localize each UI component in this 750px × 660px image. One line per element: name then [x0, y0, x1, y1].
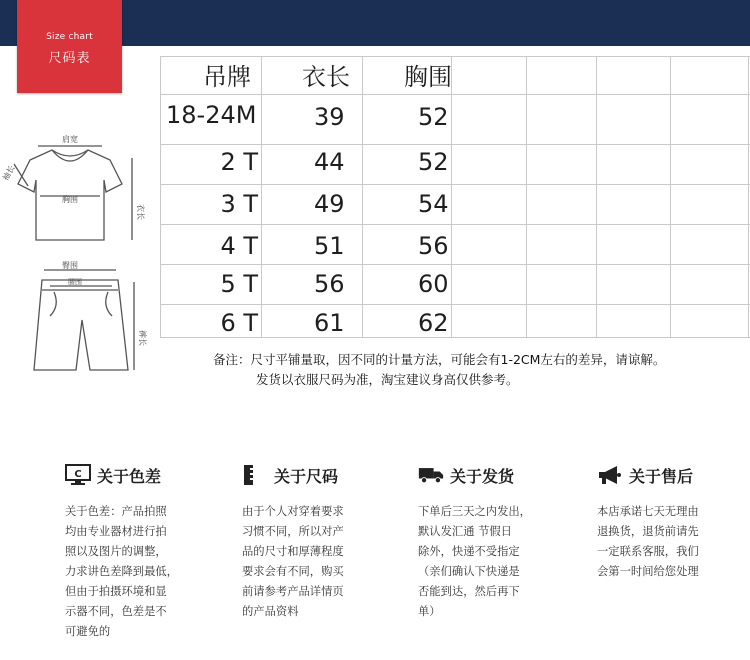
info-shipping — [418, 462, 568, 622]
monitor-c-icon — [65, 464, 91, 486]
note-line-2: 发货以衣服尺码为准，淘宝建议身高仅供参考。 — [256, 372, 519, 387]
info-body: 由于个人对穿着要求 习惯不同，所以对产 品的尺寸和厚薄程度 要求会有不同，购买 前请参考产品详情页 的产品资料 — [242, 505, 344, 618]
row-4-length: 51 — [314, 232, 345, 260]
row-6-chest: 62 — [418, 309, 449, 337]
row-4-chest: 56 — [418, 232, 449, 260]
label-shoulder: 肩宽 — [62, 135, 78, 144]
label-waist: 腰围 — [68, 278, 82, 286]
row-6-length: 61 — [314, 309, 345, 337]
row-5-size: 5 T — [220, 270, 258, 298]
info-size — [242, 462, 392, 622]
header-chest: 胸围 — [404, 63, 452, 91]
row-2-length: 44 — [314, 148, 345, 176]
truck-icon — [418, 464, 444, 486]
size-chart-badge — [17, 0, 122, 93]
info-body: 关于色差：产品拍照 均由专业器材进行拍 照以及图片的调整， 力求讲色差降到最低， 但由于拍摄环境和显 示器不同，色差是不 可避免的 — [65, 505, 178, 638]
row-6-size: 6 T — [220, 309, 258, 337]
info-title: 关于售后 — [629, 466, 694, 486]
row-3-chest: 54 — [418, 190, 449, 218]
badge-title: 尺码表 — [48, 51, 91, 66]
label-length: 衣长 — [136, 204, 145, 220]
info-body: 本店承诺七天无理由 退换货，退货前请先 一定联系客服，我们 会第一时间给您处理 — [597, 505, 699, 578]
label-chest: 胸围 — [62, 195, 78, 204]
info-title: 关于色差 — [97, 466, 162, 486]
header-length: 衣长 — [302, 63, 350, 91]
row-4-size: 4 T — [220, 232, 258, 260]
label-sleeve: 袖长 — [0, 163, 17, 183]
label-pants-length: 裤长 — [138, 330, 147, 346]
row-3-size: 3 T — [220, 190, 258, 218]
info-color-difference — [65, 462, 215, 642]
measurement-diagram — [0, 120, 160, 380]
megaphone-icon — [597, 464, 623, 486]
row-2-size: 2 T — [220, 148, 258, 176]
ruler-icon — [242, 464, 268, 486]
badge-subtitle: Size chart — [46, 32, 93, 42]
row-3-length: 49 — [314, 190, 345, 218]
svg-text:C: C — [74, 469, 82, 480]
note-line-1: 备注：尺寸平铺量取，因不同的计量方法，可能会有1-2CM左右的差异，请谅解。 — [213, 352, 666, 367]
pants-outline — [34, 280, 128, 370]
header-tag: 吊牌 — [203, 63, 251, 91]
row-1-size: 18-24M — [166, 101, 257, 129]
info-title: 关于尺码 — [274, 466, 339, 486]
info-title: 关于发货 — [450, 466, 515, 486]
label-hip: 臀围 — [62, 261, 78, 270]
row-1-chest: 52 — [418, 103, 449, 131]
info-after-sales — [597, 462, 747, 582]
row-1-length: 39 — [314, 103, 345, 131]
info-body: 下单后三天之内发出， 默认发汇通 节假日 除外，快递不受指定 （亲们确认下快递是 否能到达，然后再下 单） — [418, 505, 531, 618]
row-2-chest: 52 — [418, 148, 449, 176]
row-5-chest: 60 — [418, 270, 449, 298]
row-5-length: 56 — [314, 270, 345, 298]
